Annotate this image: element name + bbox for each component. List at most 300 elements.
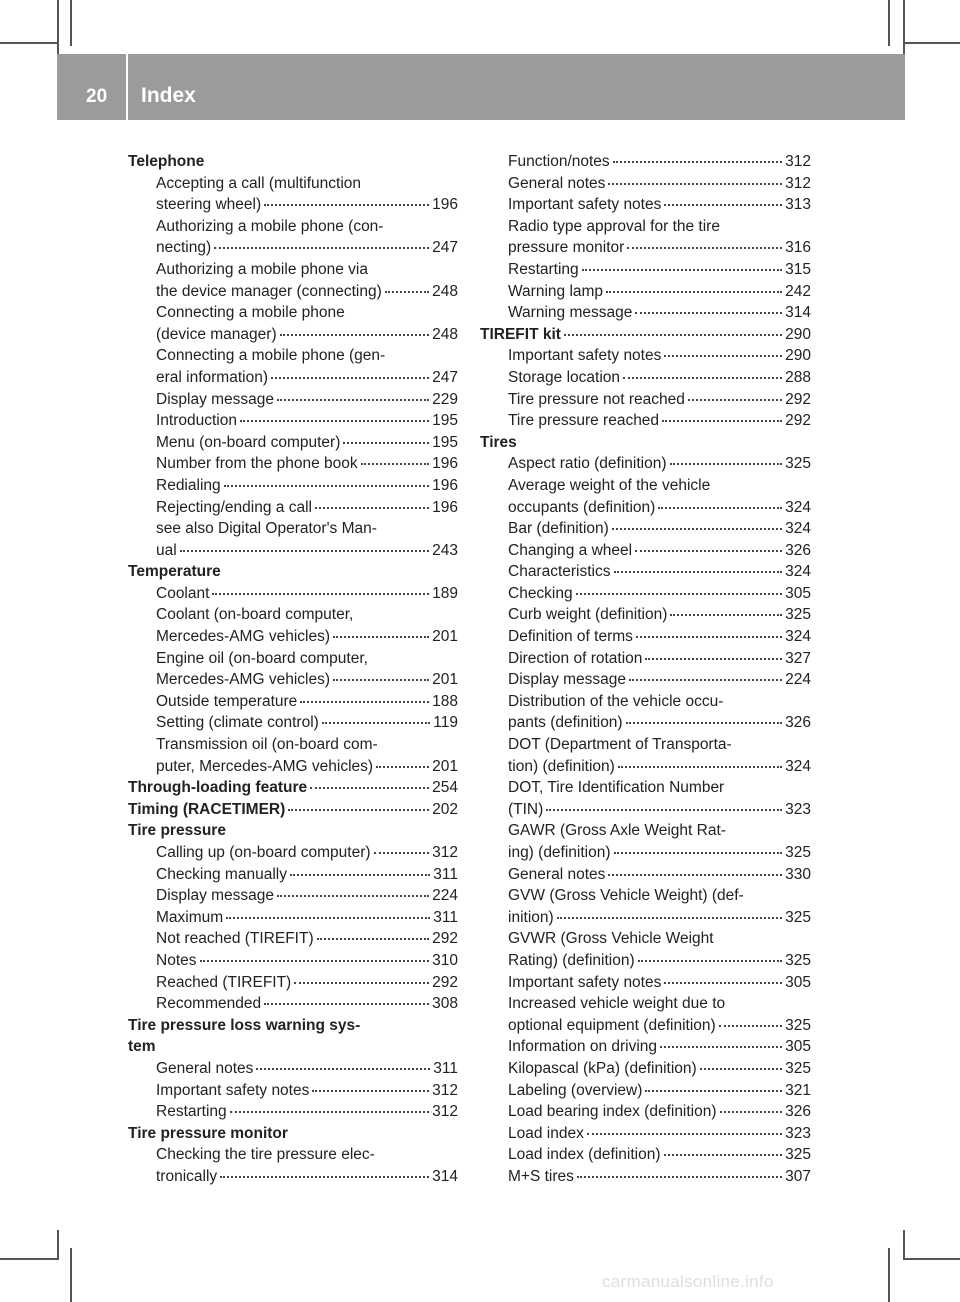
page-reference: 224 xyxy=(785,671,811,689)
entry-label: Connecting a mobile phone xyxy=(156,304,345,322)
index-entry xyxy=(480,777,811,799)
dot-leader xyxy=(719,1025,782,1027)
index-entry xyxy=(128,1144,458,1166)
page-reference: 308 xyxy=(432,995,458,1013)
index-entry xyxy=(128,907,458,929)
index-entry xyxy=(480,1080,811,1102)
entry-label: GVW (Gross Vehicle Weight) (def- xyxy=(508,887,744,905)
index-entry xyxy=(128,864,458,886)
page-reference: 119 xyxy=(433,714,458,732)
entry-label: Information on driving xyxy=(508,1038,658,1056)
crop-mark xyxy=(57,0,59,54)
entry-label: Distribution of the vehicle occu- xyxy=(508,692,724,710)
index-entry xyxy=(128,842,458,864)
dot-leader xyxy=(564,334,782,336)
entry-label: tion) (definition) xyxy=(508,757,615,775)
index-entry xyxy=(480,583,811,605)
index-entry xyxy=(128,237,458,259)
entry-label: pants (definition) xyxy=(508,714,623,732)
page-reference: 324 xyxy=(785,757,811,775)
page-reference: 224 xyxy=(432,887,458,905)
dot-leader xyxy=(294,982,429,984)
page-reference: 247 xyxy=(432,368,458,386)
header-divider xyxy=(126,54,128,120)
index-entry xyxy=(480,1123,811,1145)
page-reference: 305 xyxy=(785,584,811,602)
page-reference: 229 xyxy=(432,390,458,408)
index-column-left xyxy=(128,151,458,1188)
page-reference: 292 xyxy=(785,412,811,430)
entry-label: Authorizing a mobile phone via xyxy=(156,260,368,278)
index-entry xyxy=(128,194,458,216)
dot-leader xyxy=(670,614,782,616)
page-reference: 314 xyxy=(785,304,811,322)
dot-leader xyxy=(277,399,429,401)
index-entry xyxy=(480,604,811,626)
entry-label: TIREFIT kit xyxy=(480,325,561,343)
page-reference: 243 xyxy=(432,541,458,559)
index-entry xyxy=(128,669,458,691)
entry-label: Important safety notes xyxy=(508,973,662,991)
entry-label: Calling up (on-board computer) xyxy=(156,844,371,861)
entry-label: DOT, Tire Identification Number xyxy=(508,779,725,797)
dot-leader xyxy=(376,766,429,768)
index-heading xyxy=(128,1123,458,1145)
dot-leader xyxy=(613,161,782,163)
page-reference: 325 xyxy=(785,1146,811,1164)
dot-leader xyxy=(224,485,429,487)
entry-label: ual xyxy=(156,541,177,559)
entry-label: Checking xyxy=(508,584,573,602)
index-entry xyxy=(480,712,811,734)
dot-leader xyxy=(606,291,782,293)
index-entry xyxy=(480,173,811,195)
entry-label: Increased vehicle weight due to xyxy=(508,995,726,1013)
entry-label: Number from the phone book xyxy=(156,455,358,473)
dot-leader xyxy=(300,701,429,703)
entry-label: Outside temperature xyxy=(156,692,298,710)
page-reference: 324 xyxy=(785,498,811,516)
watermark: carmanualsonline.info xyxy=(602,1272,774,1291)
entry-label: Not reached (TIREFIT) xyxy=(156,930,314,948)
page-reference: 326 xyxy=(785,541,811,559)
crop-mark xyxy=(888,1248,890,1302)
entry-label: General notes xyxy=(508,174,606,192)
page-reference: 324 xyxy=(785,563,811,581)
entry-label: Load index (definition) xyxy=(508,1146,661,1164)
page-number: 20 xyxy=(86,86,108,107)
entry-label: Mercedes-AMG vehicles) xyxy=(156,628,330,646)
index-entry xyxy=(480,497,811,519)
dot-leader xyxy=(374,852,430,854)
entry-label: steering wheel) xyxy=(156,196,262,214)
page-reference: 292 xyxy=(432,930,458,948)
index-heading xyxy=(128,777,458,799)
crop-mark xyxy=(888,0,890,46)
index-entry xyxy=(480,864,811,886)
page-reference: 305 xyxy=(785,973,811,991)
page-reference: 312 xyxy=(785,153,811,170)
entry-label: Kilopascal (kPa) (definition) xyxy=(508,1059,697,1077)
index-entry xyxy=(480,885,811,907)
index-entry xyxy=(128,497,458,519)
entry-label: Changing a wheel xyxy=(508,541,633,559)
page-reference: 201 xyxy=(432,628,458,646)
page-reference: 312 xyxy=(432,1103,458,1121)
page-reference: 247 xyxy=(432,239,458,257)
index-entry xyxy=(480,669,811,691)
page-reference: 202 xyxy=(432,800,458,818)
entry-label: Tire pressure monitor xyxy=(128,1124,288,1142)
dot-leader xyxy=(623,377,782,379)
entry-label: Tire pressure xyxy=(128,822,226,840)
index-entry xyxy=(128,972,458,994)
index-entry xyxy=(480,561,811,583)
entry-label: Rejecting/ending a call xyxy=(156,498,312,516)
index-entry xyxy=(128,345,458,367)
entry-label: General notes xyxy=(156,1059,254,1077)
entry-label: (TIN) xyxy=(508,800,544,818)
index-entry xyxy=(480,302,811,324)
page-title: Index xyxy=(141,84,196,107)
dot-leader xyxy=(333,636,429,638)
entry-label: puter, Mercedes-AMG vehicles) xyxy=(156,757,374,775)
entry-label: necting) xyxy=(156,239,212,257)
index-entry xyxy=(480,799,811,821)
entry-label: Checking the tire pressure elec- xyxy=(156,1146,375,1164)
dot-leader xyxy=(635,550,782,552)
page-reference: 254 xyxy=(432,779,458,797)
crop-mark xyxy=(903,1230,905,1260)
entry-label: tronically xyxy=(156,1167,218,1185)
page-reference: 290 xyxy=(785,347,811,365)
index-entry xyxy=(128,648,458,670)
entry-label: Reached (TIREFIT) xyxy=(156,973,292,991)
page-reference: 189 xyxy=(432,584,458,602)
index-entry xyxy=(128,734,458,756)
page-reference: 305 xyxy=(785,1038,811,1056)
entry-label: Accepting a call (multifunction xyxy=(156,174,362,192)
index-entry xyxy=(480,389,811,411)
crop-mark xyxy=(903,1258,960,1260)
page-reference: 310 xyxy=(432,951,458,969)
entry-label: see also Digital Operator's Man- xyxy=(156,520,377,538)
index-entry xyxy=(480,281,811,303)
index-entry xyxy=(480,237,811,259)
index-heading xyxy=(128,1015,458,1037)
dot-leader xyxy=(629,679,782,681)
index-entry xyxy=(480,820,811,842)
index-entry xyxy=(480,1036,811,1058)
entry-label: Warning message xyxy=(508,304,633,322)
index-entry xyxy=(480,734,811,756)
entry-label: Important safety notes xyxy=(508,196,662,214)
dot-leader xyxy=(180,550,429,552)
index-entry xyxy=(480,475,811,497)
entry-label: Radio type approval for the tire xyxy=(508,217,720,235)
index-entry xyxy=(128,604,458,626)
entry-label: M+S tires xyxy=(508,1167,574,1185)
dot-leader xyxy=(226,917,430,919)
page-reference: 195 xyxy=(432,412,458,430)
crop-mark xyxy=(903,42,960,44)
page-reference: 326 xyxy=(785,1103,811,1121)
dot-leader xyxy=(220,1176,429,1178)
dot-leader xyxy=(670,463,783,465)
dot-leader xyxy=(612,528,782,530)
entry-label: Redialing xyxy=(156,476,221,494)
dot-leader xyxy=(700,1068,782,1070)
dot-leader xyxy=(720,1111,783,1113)
entry-label: Labeling (overview) xyxy=(508,1081,643,1099)
index-heading xyxy=(128,820,458,842)
entry-label: GVWR (Gross Vehicle Weight xyxy=(508,930,714,948)
dot-leader xyxy=(310,787,429,789)
page-reference: 196 xyxy=(432,498,458,516)
dot-leader xyxy=(614,571,783,573)
index-entry xyxy=(128,302,458,324)
dot-leader xyxy=(608,874,782,876)
index-entry xyxy=(480,259,811,281)
page-reference: 188 xyxy=(432,692,458,710)
entry-label: pressure monitor xyxy=(508,239,625,257)
index-entry xyxy=(128,540,458,562)
page-reference: 325 xyxy=(785,951,811,969)
dot-leader xyxy=(614,852,783,854)
entry-label: Notes xyxy=(156,951,197,969)
page-reference: 324 xyxy=(785,628,811,646)
dot-leader xyxy=(557,917,782,919)
page-reference: 325 xyxy=(785,1016,811,1034)
index-entry xyxy=(128,432,458,454)
index-entry xyxy=(480,756,811,778)
entry-label: Rating) (definition) xyxy=(508,951,635,969)
dot-leader xyxy=(645,658,782,660)
index-entry xyxy=(480,367,811,389)
dot-leader xyxy=(230,1111,429,1113)
page-reference: 323 xyxy=(785,1124,811,1142)
page-reference: 330 xyxy=(785,865,811,883)
entry-label: Restarting xyxy=(156,1103,227,1121)
entry-label: Menu (on-board computer) xyxy=(156,433,341,451)
index-entry xyxy=(128,259,458,281)
dot-leader xyxy=(240,420,429,422)
index-entry xyxy=(128,712,458,734)
page-reference: 323 xyxy=(785,800,811,818)
entry-label: Coolant xyxy=(156,584,210,602)
index-entry xyxy=(128,885,458,907)
page-reference: 314 xyxy=(432,1167,458,1185)
page-reference: 288 xyxy=(785,368,811,386)
page-reference: 290 xyxy=(785,325,811,343)
index-heading xyxy=(480,324,811,346)
dot-leader xyxy=(317,938,430,940)
entry-label: Important safety notes xyxy=(508,347,662,365)
index-entry xyxy=(128,367,458,389)
dot-leader xyxy=(638,960,782,962)
crop-mark xyxy=(0,42,57,44)
index-entry xyxy=(480,518,811,540)
page-reference: 325 xyxy=(785,908,811,926)
index-entry xyxy=(480,1166,811,1188)
entry-label: Load index xyxy=(508,1124,584,1142)
page-reference: 196 xyxy=(432,455,458,473)
entry-label: GAWR (Gross Axle Weight Rat- xyxy=(508,822,726,840)
entry-label: Load bearing index (definition) xyxy=(508,1103,717,1121)
page-reference: 312 xyxy=(432,844,458,861)
index-entry xyxy=(480,1015,811,1037)
index-heading xyxy=(128,799,458,821)
entry-label: Telephone xyxy=(128,153,205,170)
dot-leader xyxy=(627,247,782,249)
index-entry xyxy=(480,1144,811,1166)
index-entry xyxy=(128,173,458,195)
index-entry xyxy=(128,281,458,303)
entry-label: Coolant (on-board computer, xyxy=(156,606,354,624)
entry-label: Important safety notes xyxy=(156,1081,310,1099)
page-reference: 321 xyxy=(785,1081,811,1099)
entry-label: Connecting a mobile phone (gen- xyxy=(156,347,386,365)
dot-leader xyxy=(582,269,782,271)
dot-leader xyxy=(333,679,429,681)
index-entry xyxy=(128,583,458,605)
entry-label: tem xyxy=(128,1038,156,1056)
dot-leader xyxy=(264,1003,429,1005)
page-reference: 312 xyxy=(432,1081,458,1099)
page-reference: 201 xyxy=(432,671,458,689)
entry-label: Maximum xyxy=(156,908,224,926)
page-reference: 315 xyxy=(785,260,811,278)
entry-label: Display message xyxy=(156,887,275,905)
dot-leader xyxy=(322,722,430,724)
dot-leader xyxy=(200,960,430,962)
page-reference: 196 xyxy=(432,196,458,214)
index-entry xyxy=(128,216,458,238)
index-entry xyxy=(480,972,811,994)
dot-leader xyxy=(212,593,429,595)
entry-label: Timing (RACETIMER) xyxy=(128,800,286,818)
dot-leader xyxy=(664,982,782,984)
index-entry xyxy=(128,453,458,475)
index-entry xyxy=(128,518,458,540)
dot-leader xyxy=(546,809,782,811)
entry-label: Bar (definition) xyxy=(508,520,609,538)
entry-label: DOT (Department of Transporta- xyxy=(508,736,732,754)
dot-leader xyxy=(277,895,429,897)
dot-leader xyxy=(645,1090,782,1092)
dot-leader xyxy=(271,377,429,379)
dot-leader xyxy=(264,204,429,206)
index-entry xyxy=(128,756,458,778)
entry-label: (device manager) xyxy=(156,325,277,343)
page-reference: 312 xyxy=(785,174,811,192)
entry-label: Display message xyxy=(508,671,627,689)
entry-label: Aspect ratio (definition) xyxy=(508,455,667,473)
index-entry xyxy=(480,453,811,475)
dot-leader xyxy=(312,1090,429,1092)
dot-leader xyxy=(636,636,782,638)
crop-mark xyxy=(0,1258,57,1260)
index-entry xyxy=(480,928,811,950)
dot-leader xyxy=(587,1133,782,1135)
crop-mark xyxy=(70,1248,72,1302)
page-reference: 201 xyxy=(432,757,458,775)
page-reference: 313 xyxy=(785,196,811,214)
entry-label: Definition of terms xyxy=(508,628,633,646)
index-entry xyxy=(480,842,811,864)
entry-label: Tires xyxy=(480,433,517,451)
dot-leader xyxy=(290,874,430,876)
page-reference: 248 xyxy=(432,282,458,300)
crop-mark xyxy=(903,0,905,54)
entry-label: Transmission oil (on-board com- xyxy=(156,736,378,754)
entry-label: Temperature xyxy=(128,563,221,581)
entry-label: eral information) xyxy=(156,368,268,386)
page-reference: 325 xyxy=(785,844,811,861)
index-heading xyxy=(480,432,811,454)
index-entry xyxy=(128,691,458,713)
index-entry xyxy=(480,993,811,1015)
entry-label: the device manager (connecting) xyxy=(156,282,382,300)
entry-label: Restarting xyxy=(508,260,579,278)
index-entry xyxy=(128,993,458,1015)
entry-label: Function/notes xyxy=(508,153,610,170)
index-entry xyxy=(480,950,811,972)
page-reference: 195 xyxy=(432,433,458,451)
page-reference: 242 xyxy=(785,282,811,300)
index-entry xyxy=(128,324,458,346)
dot-leader xyxy=(214,247,429,249)
index-entry xyxy=(128,950,458,972)
index-entry xyxy=(480,907,811,929)
entry-label: Authorizing a mobile phone (con- xyxy=(156,217,384,235)
page-reference: 292 xyxy=(785,390,811,408)
page-reference: 248 xyxy=(432,325,458,343)
index-heading xyxy=(128,151,458,173)
index-entry xyxy=(480,626,811,648)
dot-leader xyxy=(626,722,783,724)
entry-label: Characteristics xyxy=(508,563,611,581)
page-reference: 325 xyxy=(785,455,811,473)
dot-leader xyxy=(664,355,782,357)
page-reference: 316 xyxy=(785,239,811,257)
index-entry xyxy=(480,194,811,216)
index-entry xyxy=(128,1101,458,1123)
page-reference: 326 xyxy=(785,714,811,732)
page-reference: 311 xyxy=(433,908,458,926)
index-heading xyxy=(128,1036,458,1058)
entry-label: Curb weight (definition) xyxy=(508,606,668,624)
dot-leader xyxy=(256,1068,430,1070)
dot-leader xyxy=(660,1046,782,1048)
entry-label: Tire pressure reached xyxy=(508,412,660,430)
dot-leader xyxy=(577,1176,782,1178)
page-reference: 325 xyxy=(785,606,811,624)
page-reference: 292 xyxy=(432,973,458,991)
page-reference: 311 xyxy=(433,865,458,883)
page-reference: 324 xyxy=(785,520,811,538)
index-entry xyxy=(480,1101,811,1123)
dot-leader xyxy=(635,312,782,314)
index-entry xyxy=(128,928,458,950)
entry-label: Checking manually xyxy=(156,865,287,883)
index-entry xyxy=(480,216,811,238)
entry-label: inition) xyxy=(508,908,554,926)
entry-label: Display message xyxy=(156,390,275,408)
index-heading xyxy=(128,561,458,583)
dot-leader xyxy=(608,183,782,185)
crop-mark xyxy=(57,1230,59,1260)
